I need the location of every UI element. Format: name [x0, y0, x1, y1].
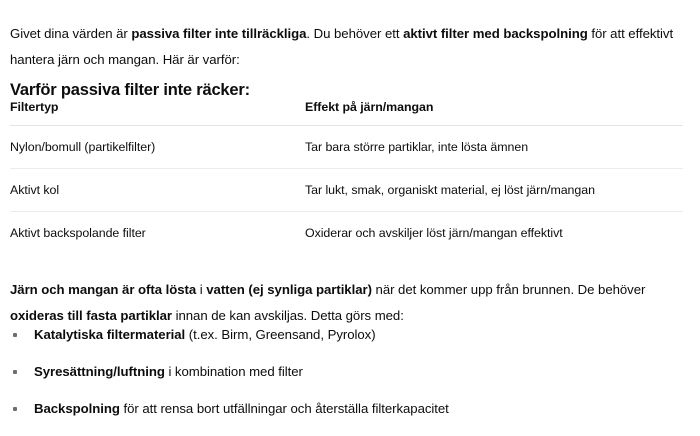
cell-filter-type: Aktivt backspolande filter — [10, 226, 146, 240]
bullet-icon — [13, 333, 17, 337]
list-item-label: Backspolning för att rensa bort utfällningar och återställa filterkapacitet — [34, 401, 449, 416]
list-item — [10, 362, 678, 382]
cell-effect: Tar lukt, smak, organiskt material, ej löst järn/mangan — [305, 169, 683, 212]
column-header-effekt: Effekt på järn/mangan — [305, 100, 683, 126]
list-item-label: Katalytiska filtermaterial (t.ex. Birm, Greensand, Pyrolox) — [34, 327, 376, 342]
section-heading: Varför passiva filter inte räcker: — [10, 80, 250, 99]
intro-paragraph: Givet dina värden är passiva filter inte tillräckliga. Du behöver ett aktivt filter med backspolning för att effektivt hantera järn och mangan. Här är varför: — [10, 26, 674, 68]
cell-filter-type: Aktivt kol — [10, 169, 305, 212]
table-header-row — [10, 100, 683, 126]
bullet-icon — [13, 407, 17, 411]
table-body — [10, 126, 683, 255]
list-item — [10, 325, 678, 345]
table-row — [10, 212, 683, 255]
oxidation-methods-list — [10, 325, 678, 436]
table-row — [10, 169, 683, 212]
dissolved-iron-paragraph: Järn och mangan är ofta lösta i vatten (ej synliga partiklar) när det kommer upp från brunnen. De behöver oxideras till fasta partiklar innan de kan avskiljas. Detta görs med: — [10, 282, 646, 324]
bullet-icon — [13, 370, 17, 374]
list-item — [10, 399, 678, 419]
list-item-label: Syresättning/luftning i kombination med filter — [34, 364, 303, 379]
filter-comparison-table — [10, 100, 683, 254]
cell-effect: Tar bara större partiklar, inte lösta ämnen — [305, 126, 683, 169]
cell-effect: Oxiderar och avskiljer löst järn/mangan effektivt — [305, 226, 563, 240]
cell-filter-type: Nylon/bomull (partikelfilter) — [10, 126, 305, 169]
table-row — [10, 126, 683, 169]
column-header-filtertyp: Filtertyp — [10, 100, 305, 126]
